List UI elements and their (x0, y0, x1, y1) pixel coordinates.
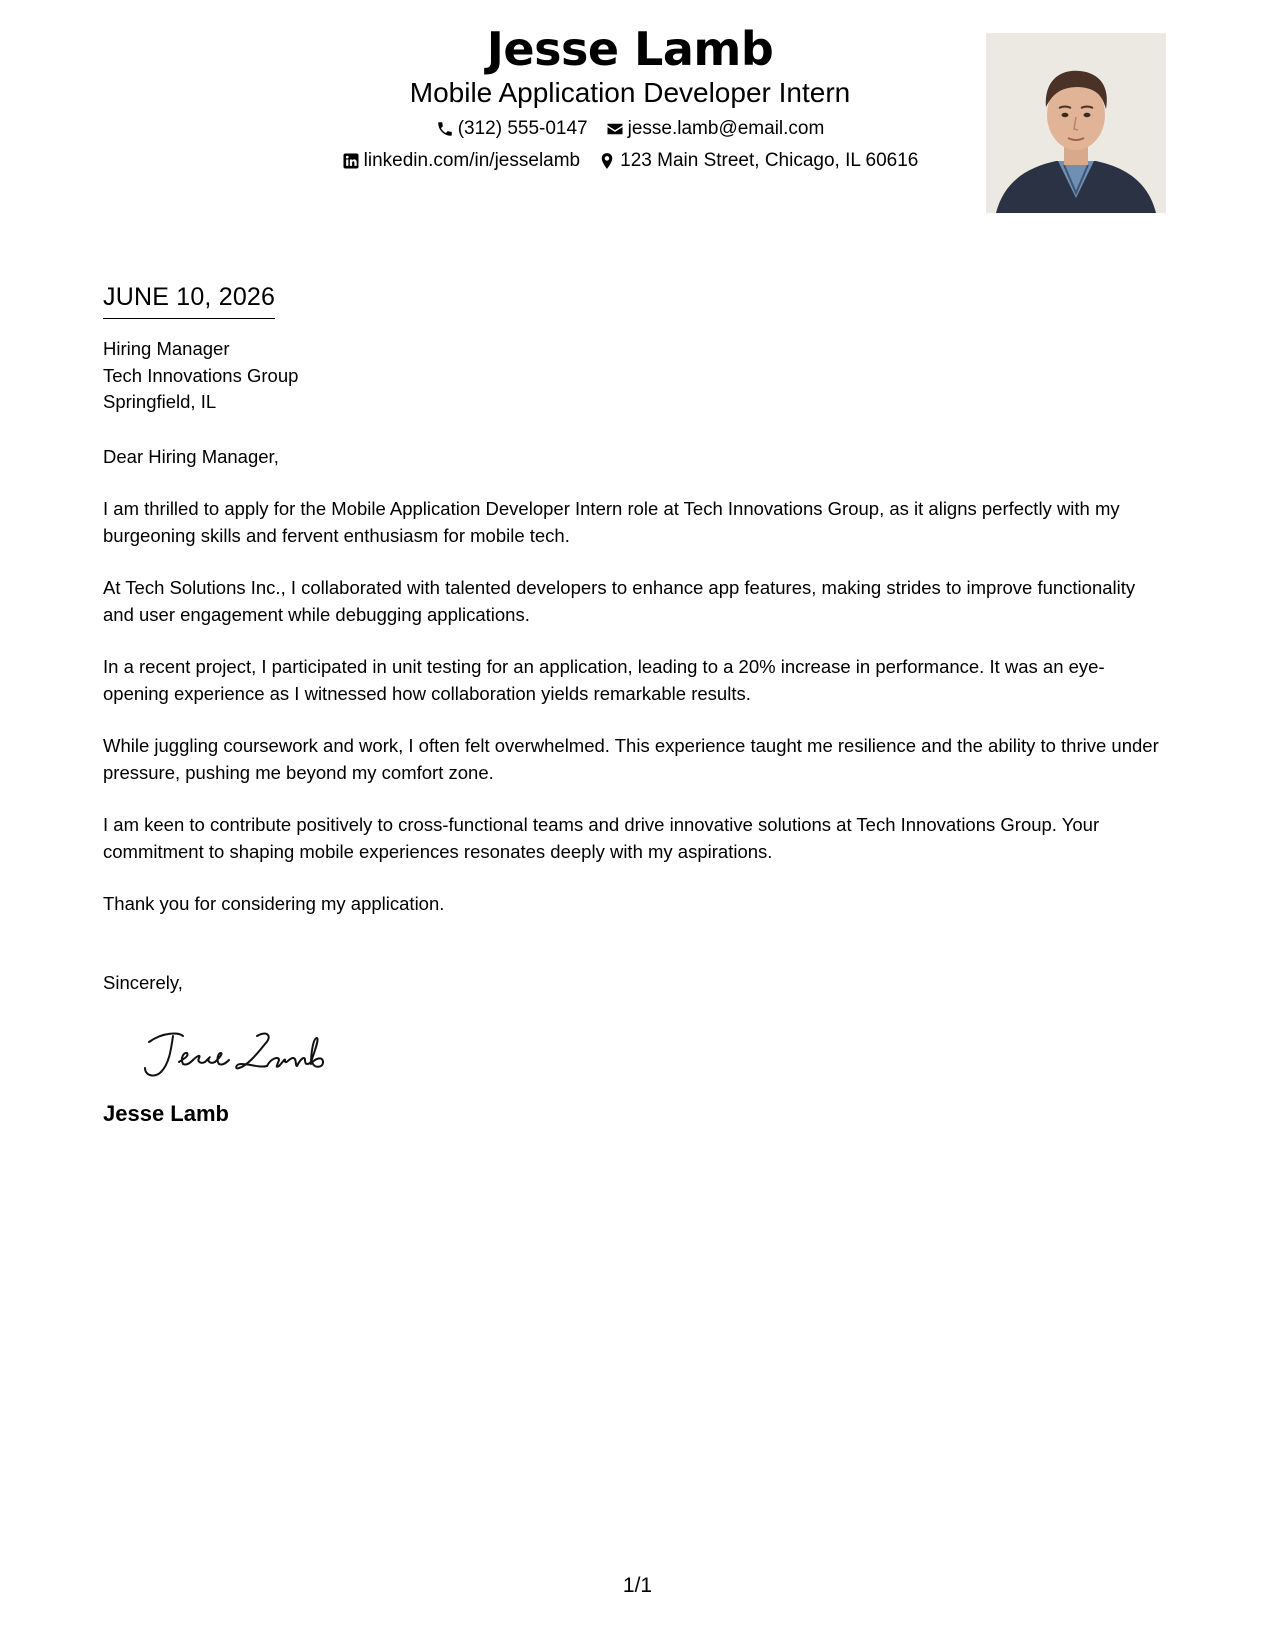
linkedin-icon (342, 152, 360, 170)
applicant-name: Jesse Lamb (486, 22, 774, 76)
job-title: Mobile Application Developer Intern (409, 77, 851, 108)
letter-body (103, 280, 1163, 1128)
header (300, 22, 960, 176)
contact-address (598, 146, 918, 176)
body-paragraph: In a recent project, I participated in unit testing for an application, leading to a 20% increase in performance. It was an eye-opening experience as I witnessed how collaboration yields remarkable results. (103, 656, 1105, 704)
closing: Sincerely, (103, 971, 183, 993)
body-paragraph: I am keen to contribute positively to cross-functional teams and drive innovative solutions at Tech Innovations Group. Your commitment to shaping mobile experiences resonates deeply with my aspirations. (103, 814, 1100, 862)
page-number: 1/1 (622, 1574, 653, 1597)
map-pin-icon (598, 152, 616, 170)
recipient-line: Tech Innovations Group (103, 364, 299, 386)
recipient-line: Hiring Manager (103, 338, 230, 359)
contact-row-primary (300, 114, 960, 144)
contact-email (606, 114, 825, 144)
contact-linkedin (342, 146, 581, 176)
handwritten-signature (139, 1022, 329, 1082)
envelope-icon (606, 120, 624, 138)
contact-phone (436, 114, 588, 144)
contact-row-secondary (300, 146, 960, 176)
body-paragraph: I am thrilled to apply for the Mobile Application Developer Intern role at Tech Innovations Group, as it aligns perfectly with my burgeoning skills and fervent enthusiasm for mobile tech. (103, 498, 1120, 546)
profile-photo (986, 33, 1166, 213)
address-text: 123 Main Street, Chicago, IL 60616 (620, 150, 919, 171)
email-text: jesse.lamb@email.com (627, 118, 825, 139)
letter-date: JUNE 10, 2026 (103, 280, 275, 319)
body-paragraph: While juggling coursework and work, I often felt overwhelmed. This experience taught me resilience and the ability to thrive under pressure, pushing me beyond my comfort zone. (103, 735, 1159, 783)
body-paragraph: Thank you for considering my application. (103, 893, 445, 914)
signer-name: Jesse Lamb (103, 1101, 229, 1126)
phone-text: (312) 555-0147 (457, 118, 588, 139)
recipient-block (103, 336, 1163, 416)
phone-icon (436, 120, 454, 138)
body-paragraph: At Tech Solutions Inc., I collaborated with talented developers to enhance app features, making strides to improve functionality and user engagement while debugging applications. (103, 577, 1136, 625)
salutation: Dear Hiring Manager, (103, 445, 279, 467)
linkedin-text: linkedin.com/in/jesselamb (363, 150, 581, 171)
recipient-line: Springfield, IL (103, 391, 217, 412)
